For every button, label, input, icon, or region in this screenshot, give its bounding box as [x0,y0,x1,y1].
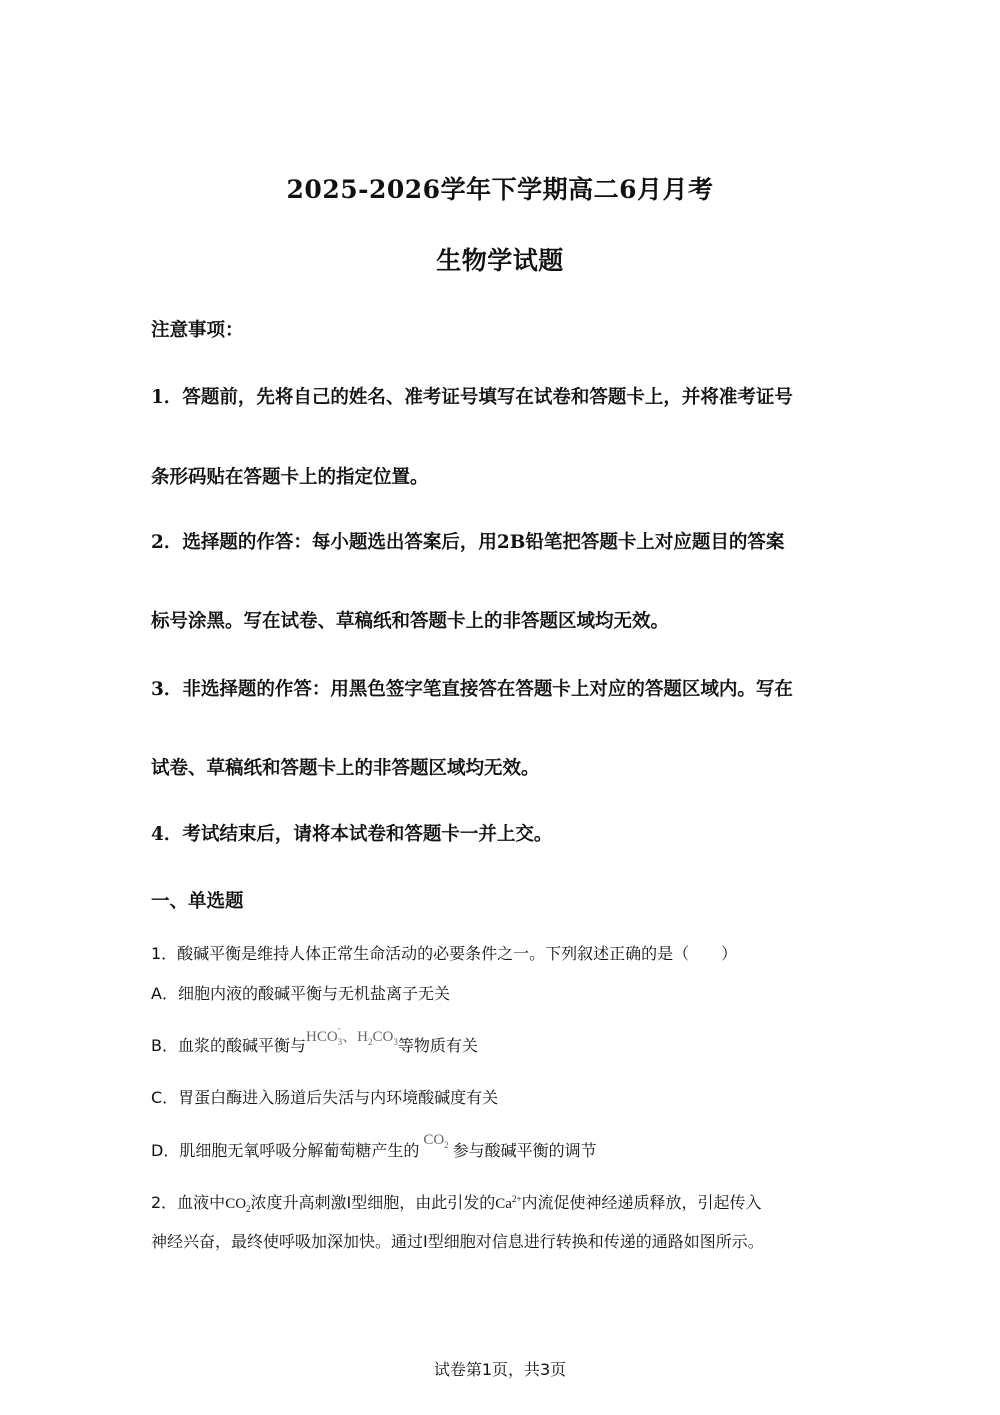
notice-line: 1．答题前，先将自己的姓名、准考证号填写在试卷和答题卡上，并将准考证号 [151,387,793,408]
section-title: 一、单选题 [151,891,244,912]
option-b-text: B．血浆的酸碱平衡与 [151,1036,306,1055]
question-1-option-a: A．细胞内液的酸碱平衡与无机盐离子无关 [151,984,450,1003]
question-1-option-b [151,1023,861,1057]
page-footer: 试卷第1页，共3页 [433,1360,567,1379]
question-2-line-2: 神经兴奋，最终使呼吸加深加快。通过Ⅰ型细胞对信息进行转换和传递的通路如图所示。 [151,1232,764,1251]
option-b-text-end: 等物质有关 [397,1036,478,1055]
option-d-formula: $CO_2$ [423,1132,449,1150]
notice-line: 标号涂黑。写在试卷、草稿纸和答题卡上的非答题区域均无效。 [151,611,670,632]
question-1-stem: 1．酸碱平衡是维持人体正常生命活动的必要条件之一。下列叙述正确的是（ ） [151,944,738,963]
exam-subtitle: 生物学试题 [436,246,564,275]
question-1-option-c: C．胃蛋白酶进入肠道后失活与内环境酸碱度有关 [151,1088,499,1107]
notice-line: 条形码贴在答题卡上的指定位置。 [151,467,429,488]
notice-line: 4．考试结束后，请将本试卷和答题卡一并上交。 [151,824,553,845]
exam-title: 2025-2026学年下学期高二6月月考 [286,175,714,204]
notice-line: 2．选择题的作答：每小题选出答案后，用2B铅笔把答题卡上对应题目的答案 [151,532,785,553]
notice-line: 3．非选择题的作答：用黑色签字笔直接答在答题卡上对应的答题区域内。写在 [151,679,793,700]
option-b-formula: HCO - $_3$、$H_2CO_3$ [305,1023,398,1047]
question-1-option-d: D．肌细胞无氧呼吸分解葡萄糖产生的$CO_2$ 参与酸碱平衡的调节 [151,1132,597,1160]
notice-heading: 注意事项： [151,320,244,341]
notice-line: 试卷、草稿纸和答题卡上的非答题区域均无效。 [151,758,540,779]
question-2-line-1: 2．血液中$CO_2$浓度升高刺激Ⅰ型细胞，由此引发的$Ca^{2+}$内流促使神经递质释放，引起传入 [151,1193,762,1214]
